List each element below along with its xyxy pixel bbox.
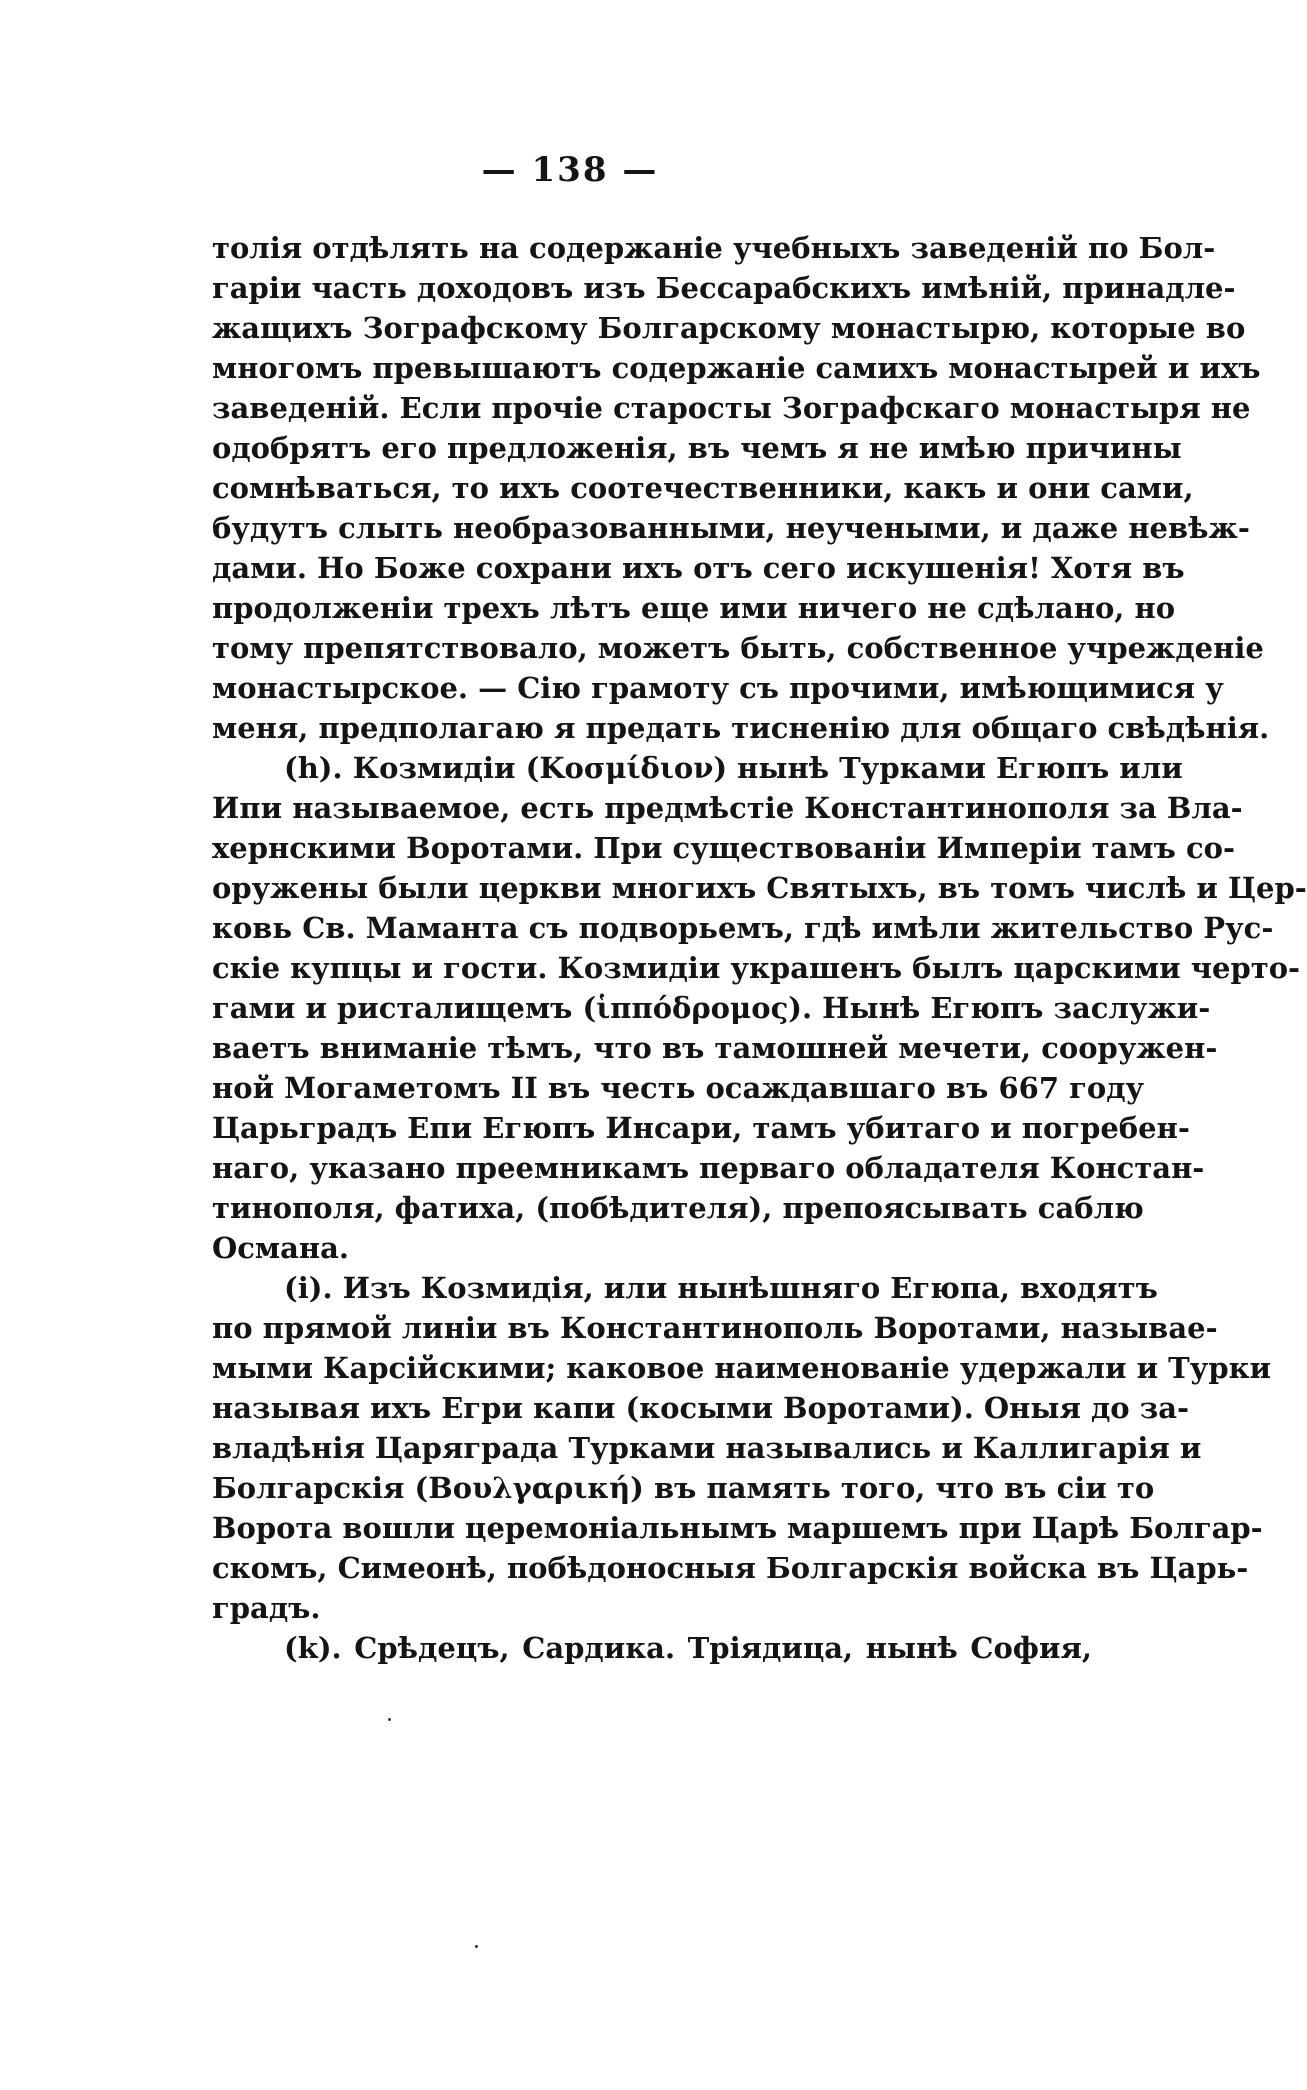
text-line: скіе купцы и гости. Козмидіи украшенъ былъ царскими черто- bbox=[212, 951, 1301, 985]
text-line: ковь Св. Маманта съ подворьемъ, гдѣ имѣли жительство Рус- bbox=[212, 911, 1274, 945]
text-line: Ипи называемое, есть предмѣстіе Константинополя за Вла- bbox=[212, 791, 1243, 825]
text-line: монастырское. — Сію грамоту съ прочими, имѣющимися у bbox=[212, 671, 1224, 705]
text-line: жащихъ Зографскому Болгарскому монастырю, которые во bbox=[212, 311, 1246, 345]
text-line: по прямой линіи въ Константинополь Воротами, называе- bbox=[212, 1311, 1218, 1345]
text-line: будутъ слыть необразованными, неучеными, и даже невѣж- bbox=[212, 511, 1250, 545]
page-number: — 138 — bbox=[481, 150, 659, 190]
text-line: дами. Но Боже сохрани ихъ отъ сего искушенія! Хотя въ bbox=[212, 551, 1185, 585]
text-line: тому препятствовало, можетъ быть, собственное учрежденіе bbox=[212, 631, 1264, 665]
text-line: Ворота вошли церемоніальнымъ маршемъ при Царѣ Болгар- bbox=[212, 1511, 1263, 1545]
text-line: тинополя, фатиха, (побѣдителя), препоясывать саблю bbox=[212, 1191, 1144, 1225]
body-text bbox=[212, 228, 1307, 1668]
text-line: скомъ, Симеонѣ, побѣдоносныя Болгарскія войска въ Царь- bbox=[212, 1551, 1249, 1585]
text-line: Османа. bbox=[212, 1231, 350, 1265]
text-line: ваетъ вниманіе тѣмъ, что въ тамошней мечети, сооружен- bbox=[212, 1031, 1218, 1065]
text-line: гами и ристалищемъ (ἱππόδρομος). Нынѣ Егюпъ заслужи- bbox=[212, 991, 1211, 1025]
text-line: градъ. bbox=[212, 1591, 321, 1625]
print-speck bbox=[388, 1718, 391, 1721]
text-line: владѣнія Царяграда Турками назывались и Каллигарія и bbox=[212, 1431, 1202, 1465]
text-line: одобрятъ его предложенія, въ чемъ я не имѣю причины bbox=[212, 431, 1182, 465]
text-line: называя ихъ Егри капи (косыми Воротами). Оныя до за- bbox=[212, 1391, 1190, 1425]
text-line: оружены были церкви многихъ Святыхъ, въ томъ числѣ и Цер- bbox=[212, 871, 1307, 905]
text-line: толія отдѣлять на содержаніе учебныхъ заведеній по Бол- bbox=[212, 231, 1216, 265]
text-line: меня, предполагаю я предать тисненію для общаго свѣдѣнія. bbox=[212, 711, 1270, 745]
text-line: гаріи часть доходовъ изъ Бессарабскихъ имѣній, принадле- bbox=[212, 271, 1236, 305]
text-line: хернскими Воротами. При существованіи Имперіи тамъ со- bbox=[212, 831, 1236, 865]
text-line: заведеній. Если прочіе старосты Зографскаго монастыря не bbox=[212, 391, 1251, 425]
text-line: многомъ превышаютъ содержаніе самихъ монастырей и ихъ bbox=[212, 351, 1261, 385]
footnote-i-line: (i). Изъ Козмидія, или нынѣшняго Егюпа, входятъ bbox=[284, 1271, 1158, 1305]
text-line: мыми Карсійскими; каковое наименованіе удержали и Турки bbox=[212, 1351, 1272, 1385]
text-line: наго, указано преемникамъ перваго обладателя Констан- bbox=[212, 1151, 1205, 1185]
text-line: Царьградъ Епи Егюпъ Инсари, тамъ убитаго и погребен- bbox=[212, 1111, 1190, 1145]
footnote-h-line: (h). Козмидіи (Κοσμίδιον) нынѣ Турками Егюпъ или bbox=[284, 751, 1183, 785]
text-line: сомнѣваться, то ихъ соотечественники, какъ и они сами, bbox=[212, 471, 1194, 505]
text-line: Болгарскія (Βουλγαρική) въ память того, что въ сіи то bbox=[212, 1471, 1155, 1505]
text-line: ной Могаметомъ II въ честь осаждавшаго въ 667 году bbox=[212, 1071, 1145, 1105]
text-line: продолженіи трехъ лѣтъ еще ими ничего не сдѣлано, но bbox=[212, 591, 1176, 625]
print-speck bbox=[475, 1945, 478, 1948]
footnote-k-line: (k). Срѣдецъ, Сардика. Тріядица, нынѣ София, bbox=[284, 1631, 1092, 1665]
